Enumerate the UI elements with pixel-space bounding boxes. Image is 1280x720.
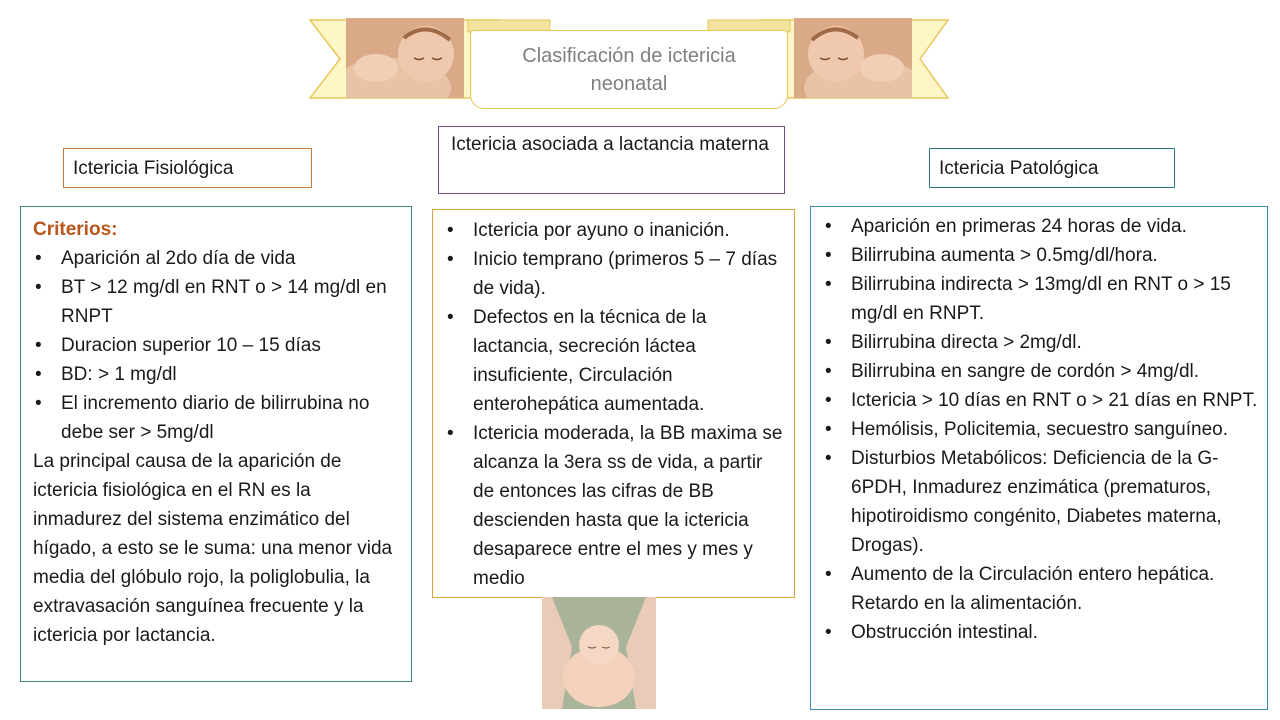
baby-photo-left (346, 18, 464, 98)
label-ictericia-patologica (929, 148, 1175, 188)
criteria-heading: Criterios: (33, 219, 118, 240)
panel-patologica (810, 206, 1268, 710)
list-item: • Bilirrubina directa > 2mg/dl. (823, 328, 1261, 357)
list-item: • Inicio temprano (primeros 5 – 7 días de vida). (445, 245, 786, 303)
list-item: • Bilirrubina en sangre de cordón > 4mg/dl. (823, 357, 1261, 386)
cause-paragraph: La principal causa de la aparición de ictericia fisiológica en el RN es la inmadurez del sistema enzimático del hígado, a esto se le suma: una menor vida media del glóbulo rojo, la poliglobulia, la extravasación sanguínea frecuente y la ictericia por lactancia. (33, 451, 393, 646)
baby-photo-right (794, 18, 912, 98)
panel-lactancia (432, 209, 795, 598)
list-item: • Duracion superior 10 – 15 días (33, 331, 403, 360)
label-text: Ictericia Fisiológica (73, 157, 234, 179)
list-item: • Ictericia moderada, la BB maxima se alcanza la 3era ss de vida, a partir de entonces las cifras de BB descienden hasta que la ictericia desaparece entre el mes y mes y medio (445, 419, 786, 593)
patologica-list (823, 212, 1261, 647)
list-item: • Hemólisis, Policitemia, secuestro sanguíneo. (823, 415, 1261, 444)
label-text: Ictericia Patológica (939, 157, 1099, 179)
list-item: • Disturbios Metabólicos: Deficiencia de la G-6PDH, Inmadurez enzimática (prematuros, hipotiroidismo congénito, Diabetes materna, Drogas). (823, 444, 1261, 560)
panel-fisiologica (20, 206, 412, 682)
label-text: Ictericia asociada a lactancia materna (451, 134, 769, 155)
list-item: • BD: > 1 mg/dl (33, 360, 403, 389)
list-item: • Aumento de la Circulación entero hepática. Retardo en la alimentación. (823, 560, 1261, 618)
list-item: • BT > 12 mg/dl en RNT o > 14 mg/dl en RNPT (33, 273, 403, 331)
page-title (470, 30, 788, 109)
label-ictericia-lactancia (438, 126, 785, 194)
criteria-list (33, 244, 403, 447)
list-item: • Ictericia por ayuno o inanición. (445, 216, 786, 245)
list-item: • Obstrucción intestinal. (823, 618, 1261, 647)
list-item: • El incremento diario de bilirrubina no debe ser > 5mg/dl (33, 389, 403, 447)
lactancia-list (445, 216, 786, 593)
list-item: • Aparición en primeras 24 horas de vida. (823, 212, 1261, 241)
baby-hands-photo (542, 597, 656, 709)
label-ictericia-fisiologica (63, 148, 312, 188)
list-item: • Bilirrubina aumenta > 0.5mg/dl/hora. (823, 241, 1261, 270)
list-item: • Aparición al 2do día de vida (33, 244, 403, 273)
list-item: • Ictericia > 10 días en RNT o > 21 días en RNPT. (823, 386, 1261, 415)
page-title-text: Clasificación de ictericia neonatal (522, 44, 736, 95)
list-item: • Bilirrubina indirecta > 13mg/dl en RNT o > 15 mg/dl en RNPT. (823, 270, 1261, 328)
list-item: • Defectos en la técnica de la lactancia, secreción láctea insuficiente, Circulación enterohepática aumentada. (445, 303, 786, 419)
